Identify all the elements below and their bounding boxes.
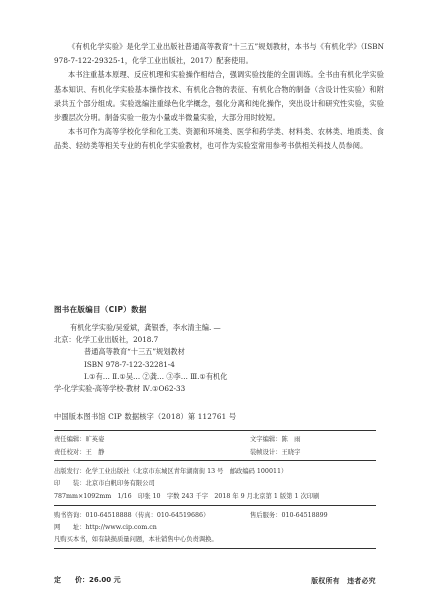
- website: 网 址：http://www.cip.com.cn: [54, 524, 157, 531]
- purchase-contact: 购书咨询：010-64518888（传真：010-64519686）: [54, 512, 210, 519]
- responsible-editor: 责任编辑：旷英姿: [54, 436, 105, 443]
- book-description: [54, 40, 384, 154]
- cip-line-index: Ⅰ.①有… Ⅱ.①吴… ②龚… ③李… Ⅲ.①有机化: [84, 371, 228, 381]
- cip-line-isbn: ISBN 978-7-122-32281-4: [84, 359, 175, 369]
- divider-publishing: [54, 505, 376, 506]
- cip-line-series: 普通高等教育“十三五”规划教材: [84, 347, 185, 357]
- replacement-notice: 凡购买本书，如有缺损质量问题，本社销售中心负责调换。: [54, 536, 218, 543]
- divider-editors: [54, 460, 376, 461]
- cip-line-title: 有机化学实验/吴爱斌，龚银香，李水清主编. —: [70, 323, 221, 332]
- divider-top: [54, 430, 376, 431]
- after-sales-contact: 售后服务：010-64518899: [250, 512, 328, 519]
- cover-designer: 装帧设计：王晓宇: [250, 449, 301, 456]
- print-specs: 787mm×1092mm 1/16 印张 10 字数 243 千字 2018 年 9 月北京第 1 版第 1 次印刷: [54, 493, 320, 500]
- divider-bottom: [54, 548, 376, 549]
- text-editor: 文字编辑：陈 雨: [250, 436, 301, 443]
- description-paragraph-1: 《有机化学实验》是化学工业出版社普通高等教育“十三五”规划教材，本书与《有机化学》（ISBN 978-7-122-29325-1，化学工业出版社，2017）配套使用。: [54, 42, 384, 66]
- description-paragraph-2: 本书注重基本原理、反应机理和实验操作相结合，强调实验技能的全面训练。全书由有机化学实验基本知识、有机化学实验基本操作技术、有机化合物的表征、有机化合物的制备（含设计性实验）和附录共五个部分组成。实验选编注重绿色化学概念，强化分离和纯化操作，突出设计和研究性实验，实验步骤层次分明。制备实验一般为小量或半微量实验，大部分用时较短。: [54, 70, 384, 123]
- cip-line-classification: 学-化学实验-高等学校-教材 Ⅳ.①O62-33: [54, 384, 186, 394]
- proofreader: 责任校对：王 静: [54, 449, 105, 456]
- publisher-info: 出版发行：化学工业出版社（北京市东城区青年湖南街 13 号 邮政编码 100011）: [54, 468, 288, 475]
- description-paragraph-3: 本书可作为高等学校化学和化工类、资源和环境类、医学和药学类、材料类、农林类、地质类、食品类、轻纺类等相关专业的有机化学实验教材，也可作为实验室常用参考书供相关科技人员参阅。: [54, 127, 384, 151]
- price: 定 价：26.00 元: [54, 576, 121, 584]
- printer-info: 印 装：北京市白帆印务有限公司: [54, 480, 155, 487]
- cip-record: [54, 322, 370, 395]
- copyright-notice: 版权所有 违者必究: [311, 577, 376, 585]
- cip-heading: 图书在版编目（CIP）数据: [54, 305, 147, 314]
- cip-number: 中国版本图书馆 CIP 数据核字（2018）第 112761 号: [54, 412, 237, 421]
- cip-line-publisher: 北京：化学工业出版社，2018.7: [54, 335, 159, 345]
